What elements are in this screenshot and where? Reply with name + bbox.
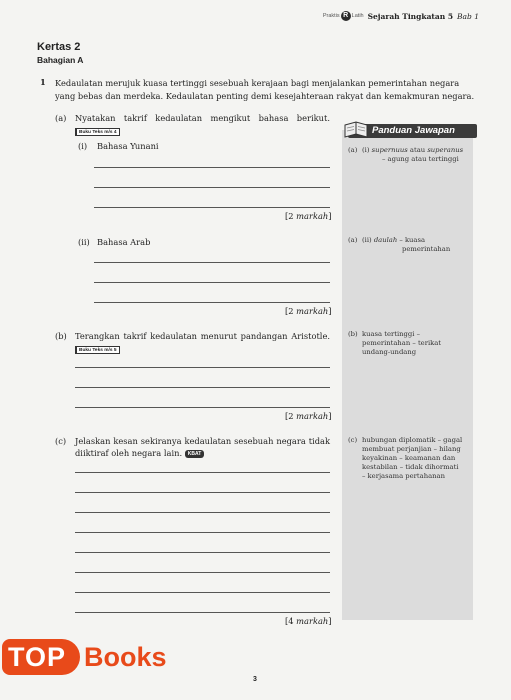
- answer-line[interactable]: [94, 207, 330, 208]
- question-number: 1: [40, 77, 46, 87]
- question-stem: Kedaulatan merujuk kuasa tertinggi sesebuah kerajaan bagi menjalankan pemerintahan negara yang bebas dan merdeka. Kedaulatan penting demi kesejahteraan rakyat dan kemakmuran negara.: [55, 78, 475, 101]
- kbat-badge: KBAT: [185, 450, 205, 458]
- answer-line[interactable]: [75, 387, 330, 388]
- answer-line[interactable]: [75, 592, 330, 593]
- part-c-text-line1: Jelaskan kesan sekiranya kedaulatan sesebuah negara tidak: [75, 436, 330, 446]
- answer-line[interactable]: [94, 302, 330, 303]
- marks-label: [4 markah]: [285, 616, 332, 626]
- part-a-i-text: Bahasa Yunani: [97, 141, 159, 151]
- watermark-top: TOP: [2, 639, 80, 675]
- marks-label: [2 markah]: [285, 211, 332, 221]
- answer-line[interactable]: [75, 472, 330, 473]
- marks-label: [2 markah]: [285, 411, 332, 421]
- watermark-books: Books: [84, 642, 167, 672]
- paper-title: Kertas 2: [37, 41, 81, 53]
- answer-guide-panel: [342, 130, 473, 620]
- book-icon: [343, 118, 369, 140]
- chapter-label: Bab 1: [457, 11, 479, 21]
- part-a-ii-label: (ii): [78, 237, 90, 247]
- book-title: Sejarah Tingkatan 5: [367, 11, 454, 21]
- answer-line[interactable]: [94, 167, 330, 168]
- answer-guide-header: [342, 118, 477, 140]
- answer-line[interactable]: [94, 282, 330, 283]
- part-b-text: Terangkan takrif kedaulatan menurut pandangan Aristotle.: [75, 331, 330, 341]
- page-number: 3: [253, 676, 257, 683]
- publisher-logo: Praktis R Latih: [322, 12, 364, 19]
- watermark-logo: [0, 635, 180, 677]
- answer-line[interactable]: [75, 492, 330, 493]
- section-title: Bahagian A: [37, 55, 84, 65]
- answer-line[interactable]: [75, 512, 330, 513]
- answer-line[interactable]: [75, 367, 330, 368]
- answer-line[interactable]: [94, 262, 330, 263]
- marks-label: [2 markah]: [285, 306, 332, 316]
- part-c-text-line2: diiktiraf oleh negara lain. KBAT: [75, 447, 204, 459]
- answer-a-i: (a) (i) supernuus atau superanus – agung atau tertinggi: [348, 146, 464, 163]
- running-header: [323, 11, 479, 21]
- answer-line[interactable]: [75, 407, 330, 408]
- textbook-ref-badge: Buku Teks m/s 5: [75, 346, 120, 354]
- part-b-label: (b): [55, 331, 67, 341]
- answer-b: (b) kuasa tertinggi – pemerintahan – terikat undang-undang: [348, 330, 442, 356]
- answer-line[interactable]: [94, 187, 330, 188]
- part-a-ii-text: Bahasa Arab: [97, 237, 151, 247]
- answer-a-ii: (a) (ii) daulah – kuasa pemerintahan: [348, 236, 451, 253]
- answer-c: (c) hubungan diplomatik – gagal membuat perjanjian – hilang keyakinan – keamanan dan kestabilan – tidak dihormati – kerjasama pertahanan: [348, 436, 463, 480]
- part-c-label: (c): [55, 436, 67, 446]
- part-a-i-label: (i): [78, 141, 88, 151]
- answer-line[interactable]: [75, 612, 330, 613]
- part-a-text: Nyatakan takrif kedaulatan mengikut bahasa berikut.: [75, 113, 330, 123]
- answer-line[interactable]: [75, 552, 330, 553]
- part-a-label: (a): [55, 113, 67, 123]
- answer-guide-title: Panduan Jawapan: [372, 125, 455, 136]
- textbook-ref-badge: Buku Teks m/s 4: [75, 128, 120, 136]
- answer-line[interactable]: [75, 532, 330, 533]
- answer-line[interactable]: [75, 572, 330, 573]
